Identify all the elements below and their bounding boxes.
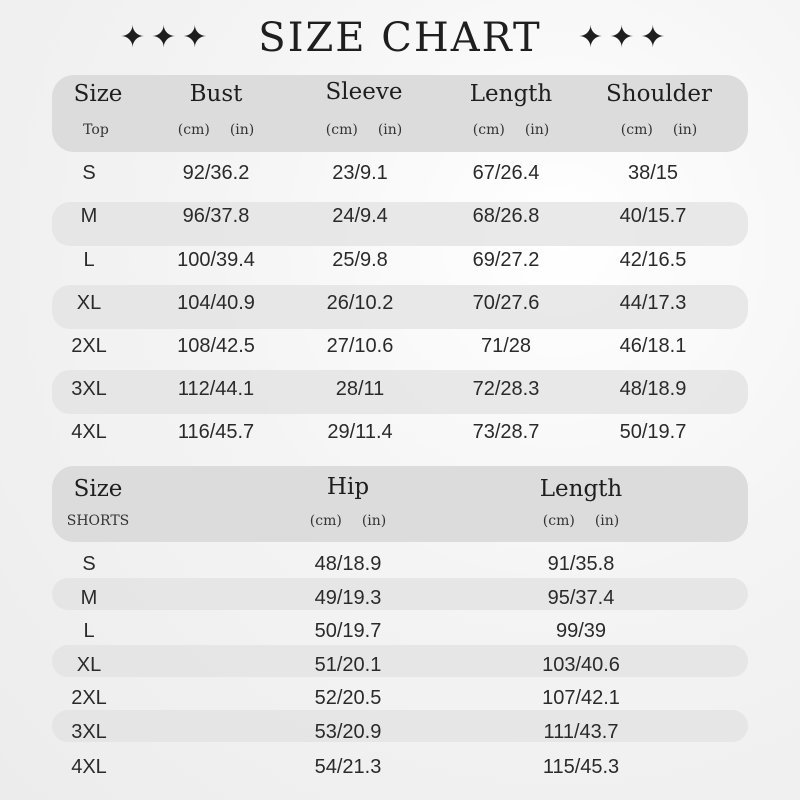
shorts-subtitle: SHORTS xyxy=(66,513,130,529)
size-cell: M xyxy=(80,587,98,609)
measurement-cell: 24/9.4 xyxy=(332,205,388,227)
measurement-cell: 92/36.2 xyxy=(182,162,250,184)
tops-col-sleeve-header: Sleeve xyxy=(325,79,403,105)
measurement-cell: 48/18.9 xyxy=(314,553,382,575)
measurement-cell: 107/42.1 xyxy=(542,687,620,709)
measurement-cell: 44/17.3 xyxy=(619,292,687,314)
size-cell: S xyxy=(82,162,96,184)
measurement-cell: 108/42.5 xyxy=(177,335,255,357)
size-cell: 4XL xyxy=(71,421,107,443)
tops-subtitle: Top xyxy=(83,122,109,138)
tops-col-sleeve-units: (cm) (in) xyxy=(325,122,403,138)
tops-col-shoulder-header: Shoulder xyxy=(606,81,712,107)
shorts-row-band xyxy=(52,710,748,742)
measurement-cell: 103/40.6 xyxy=(542,654,620,676)
decorative-stars-right-icon: ✦✦✦ xyxy=(578,21,672,54)
measurement-cell: 91/35.8 xyxy=(547,553,615,575)
measurement-cell: 72/28.3 xyxy=(472,378,540,400)
measurement-cell: 42/16.5 xyxy=(619,249,687,271)
shorts-col-hip-header: Hip xyxy=(326,474,370,500)
measurement-cell: 46/18.1 xyxy=(619,335,687,357)
measurement-cell: 99/39 xyxy=(555,620,607,642)
shorts-col-hip-units: (cm) (in) xyxy=(309,513,387,529)
measurement-cell: 100/39.4 xyxy=(177,249,255,271)
measurement-cell: 111/43.7 xyxy=(543,721,619,743)
tops-table-header xyxy=(52,75,748,152)
measurement-cell: 28/11 xyxy=(335,378,385,400)
measurement-cell: 53/20.9 xyxy=(314,721,382,743)
size-cell: L xyxy=(83,249,95,271)
measurement-cell: 29/11.4 xyxy=(327,421,393,443)
measurement-cell: 67/26.4 xyxy=(472,162,540,184)
measurement-cell: 71/28 xyxy=(480,335,532,357)
measurement-cell: 23/9.1 xyxy=(332,162,388,184)
tops-col-bust-units: (cm) (in) xyxy=(177,122,255,138)
measurement-cell: 68/26.8 xyxy=(472,205,540,227)
size-cell: 4XL xyxy=(71,756,107,778)
tops-size-header: Size xyxy=(73,81,123,107)
shorts-size-header: Size xyxy=(73,476,123,502)
shorts-row-band xyxy=(52,645,748,677)
shorts-row-band xyxy=(52,578,748,610)
tops-col-length-header: Length xyxy=(469,81,553,107)
measurement-cell: 49/19.3 xyxy=(314,587,382,609)
measurement-cell: 40/15.7 xyxy=(619,205,687,227)
measurement-cell: 50/19.7 xyxy=(314,620,382,642)
size-cell: 3XL xyxy=(71,378,107,400)
size-cell: 2XL xyxy=(71,687,107,709)
tops-col-bust-header: Bust xyxy=(189,81,243,107)
measurement-cell: 70/27.6 xyxy=(472,292,540,314)
size-cell: XL xyxy=(76,654,102,676)
measurement-cell: 54/21.3 xyxy=(314,756,382,778)
tops-col-shoulder-units: (cm) (in) xyxy=(620,122,698,138)
size-cell: M xyxy=(80,205,98,227)
measurement-cell: 25/9.8 xyxy=(332,249,388,271)
tops-col-length-units: (cm) (in) xyxy=(472,122,550,138)
measurement-cell: 115/45.3 xyxy=(542,756,620,778)
size-cell: 3XL xyxy=(71,721,107,743)
measurement-cell: 104/40.9 xyxy=(177,292,255,314)
decorative-stars-left-icon: ✦✦✦ xyxy=(120,21,214,54)
measurement-cell: 52/20.5 xyxy=(314,687,382,709)
measurement-cell: 38/15 xyxy=(627,162,679,184)
measurement-cell: 26/10.2 xyxy=(326,292,394,314)
measurement-cell: 95/37.4 xyxy=(547,587,615,609)
shorts-col-length-header: Length xyxy=(539,476,623,502)
measurement-cell: 112/44.1 xyxy=(177,378,255,400)
measurement-cell: 69/27.2 xyxy=(472,249,540,271)
measurement-cell: 51/20.1 xyxy=(314,654,382,676)
measurement-cell: 50/19.7 xyxy=(619,421,687,443)
size-cell: S xyxy=(82,553,96,575)
size-cell: XL xyxy=(76,292,102,314)
measurement-cell: 73/28.7 xyxy=(472,421,540,443)
page-title: SIZE CHART xyxy=(258,15,542,61)
measurement-cell: 27/10.6 xyxy=(326,335,394,357)
measurement-cell: 48/18.9 xyxy=(619,378,687,400)
size-cell: L xyxy=(83,620,95,642)
measurement-cell: 116/45.7 xyxy=(177,421,255,443)
shorts-col-length-units: (cm) (in) xyxy=(542,513,620,529)
measurement-cell: 96/37.8 xyxy=(182,205,250,227)
size-cell: 2XL xyxy=(71,335,107,357)
shorts-table-header xyxy=(52,466,748,542)
